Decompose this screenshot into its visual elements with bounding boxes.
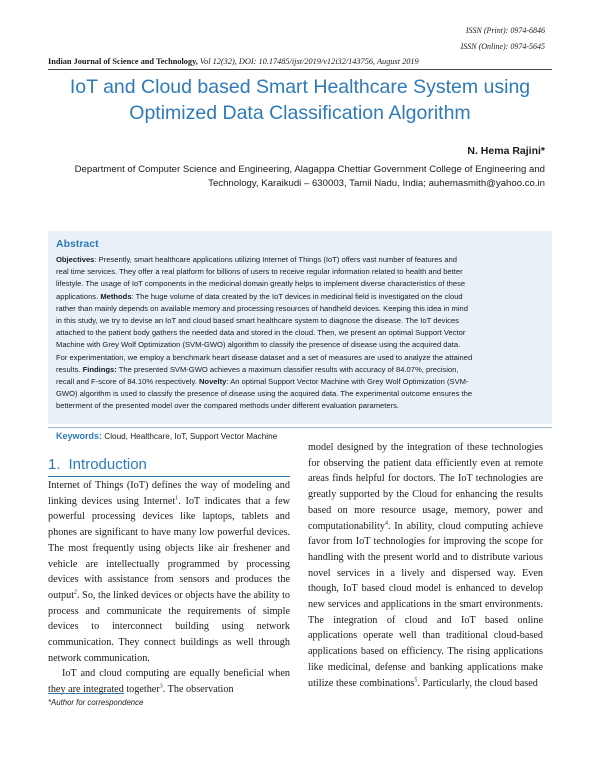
keywords-label: Keywords: [56,431,103,441]
section-number: 1. [48,456,61,473]
footnote: *Author for correspondence [48,698,144,707]
issn-online: ISSN (Online): 0974-5645 [460,42,545,51]
keywords [56,431,277,441]
citation-3[interactable]: 3 [159,683,163,690]
intro-paragraph-2: IoT and cloud computing are equally beneficial when they are integrated together$^3$. The observation [48,668,290,696]
novelty-label: Novelty [198,377,227,387]
title-line-2: Optimized Data Classification Algorithm [129,102,471,124]
journal-name: Indian Journal of Science and Technology, [48,57,198,66]
paper-title [48,74,552,126]
header-rule [48,69,552,70]
objectives-label: Objectives [56,255,95,264]
section-heading [48,456,147,473]
section-title: Introduction [68,456,147,473]
issn-print: ISSN (Print): 0974-6846 [465,26,545,35]
affiliation-line-1: Department of Computer Science and Engineering, Alagappa Chettiar Government College of Engineering and [74,164,545,175]
footnote-rule [48,693,124,694]
affiliation-line-2: Technology, Karaikudi – 630003, Tamil Nadu, India; auhemasmith@yahoo.co.in [208,178,545,189]
keywords-text: Cloud, Healthcare, IoT, Support Vector Machine [102,432,278,441]
citation-1[interactable]: 1 [175,495,179,502]
section-rule [48,476,290,477]
intro-paragraph-1: Internet of Things (IoT) defines the way of modeling and linking devices using Internet$^1$. IoT indicates that a few powerful processing devices like laptops, tablets and phones are significant to have many low powerful devices. The most frequently using objects like air freshener and vehicle are intellectually programmed by processing devices with assistance from sensors and produces the output$^2$. So, the linked devices or objects have the ability to process and communicate the requirements of simple devices to interconnect building using network communication. They connect buildings as well through network communication. [48,480,290,664]
intro-paragraph-continued: model designed by the integration of these technologies for observing the patient data efficiently even at remote areas finds helpful for doctors. The IoT technologies are greatly supported by the Cloud for enhancing the results based on more resource usage, memory, power and computationability$^4$. In ability, cloud computing achieve favor from IoT technologies for improving the scope for handling with the present world and to distribute various novel services in a lively and dispersed way. Even though, IoT based cloud model is enhanced to develop new services and applications in the smart environments. The integration of cloud and IoT based online applications operate well than traditional cloud-based applications based on efficiency. The rising applications like medicinal, defense and banking applications make utilize these combinations$^5$. Particularly, the cloud based [308,442,543,689]
findings-label: Findings: [82,364,117,374]
journal-citation [48,56,552,67]
citation-5[interactable]: 5 [414,677,418,684]
journal-details: Vol 12(32), DOI: 10.17485/ijst/2019/v12i32/143756, August 2019 [197,57,419,66]
citation-4[interactable]: 4 [384,520,388,527]
author-name: N. Hema Rajini* [467,145,545,157]
left-column [48,478,290,698]
affiliation [75,163,545,191]
abstract-text: Objectives: Presently, smart healthcare applications utilizing Internet of Things (IoT) offers vast number of features and real time services. They offer a real platform for billions of users to receive regular information related to health and better lifestyle. The usage of IoT components in the medicinal domain greatly helps to implement diverse characteristics of these applications. Methods: The huge volume of data created by the IoT devices in medicinal field is investigated on the cloud rather than mainly depends on available memory and processing resources of handheld devices. Keeping this idea in mind in this study, we try to devise an IoT and cloud based smart healthcare system to diagnose the disease. The IoT devices attached to the patient body gathers the needed data and stored in the cloud. Then, we present an optimal Support Vector Machine with Grey Wolf Optimization (SVM-GWO) algorithm to classify the presence of disease using the acquired data. For experimentation, we employ a benchmark heart disease dataset and a set of measures are used to analyze the attained results. Findings: The presented SVM-GWO achieves a maximum classifier results with accuracy of 84.07%, precision, recall and F-score of 84.10% respectively. Novelty: An optimal Support Vector Machine with Grey Wolf Optimization (SVM- GWO) algorithm is used to classify the presence of disease using the acquired data. The experimental outcome ensures the betterment of the presented model over the compared methods under different evaluation parameters. [56,255,473,411]
right-column [308,440,543,691]
abstract-heading: Abstract [56,238,99,250]
keywords-rule [48,427,552,428]
citation-2[interactable]: 2 [74,589,78,596]
title-line-1: IoT and Cloud based Smart Healthcare System using [69,76,531,98]
methods-label: Methods [100,291,132,301]
